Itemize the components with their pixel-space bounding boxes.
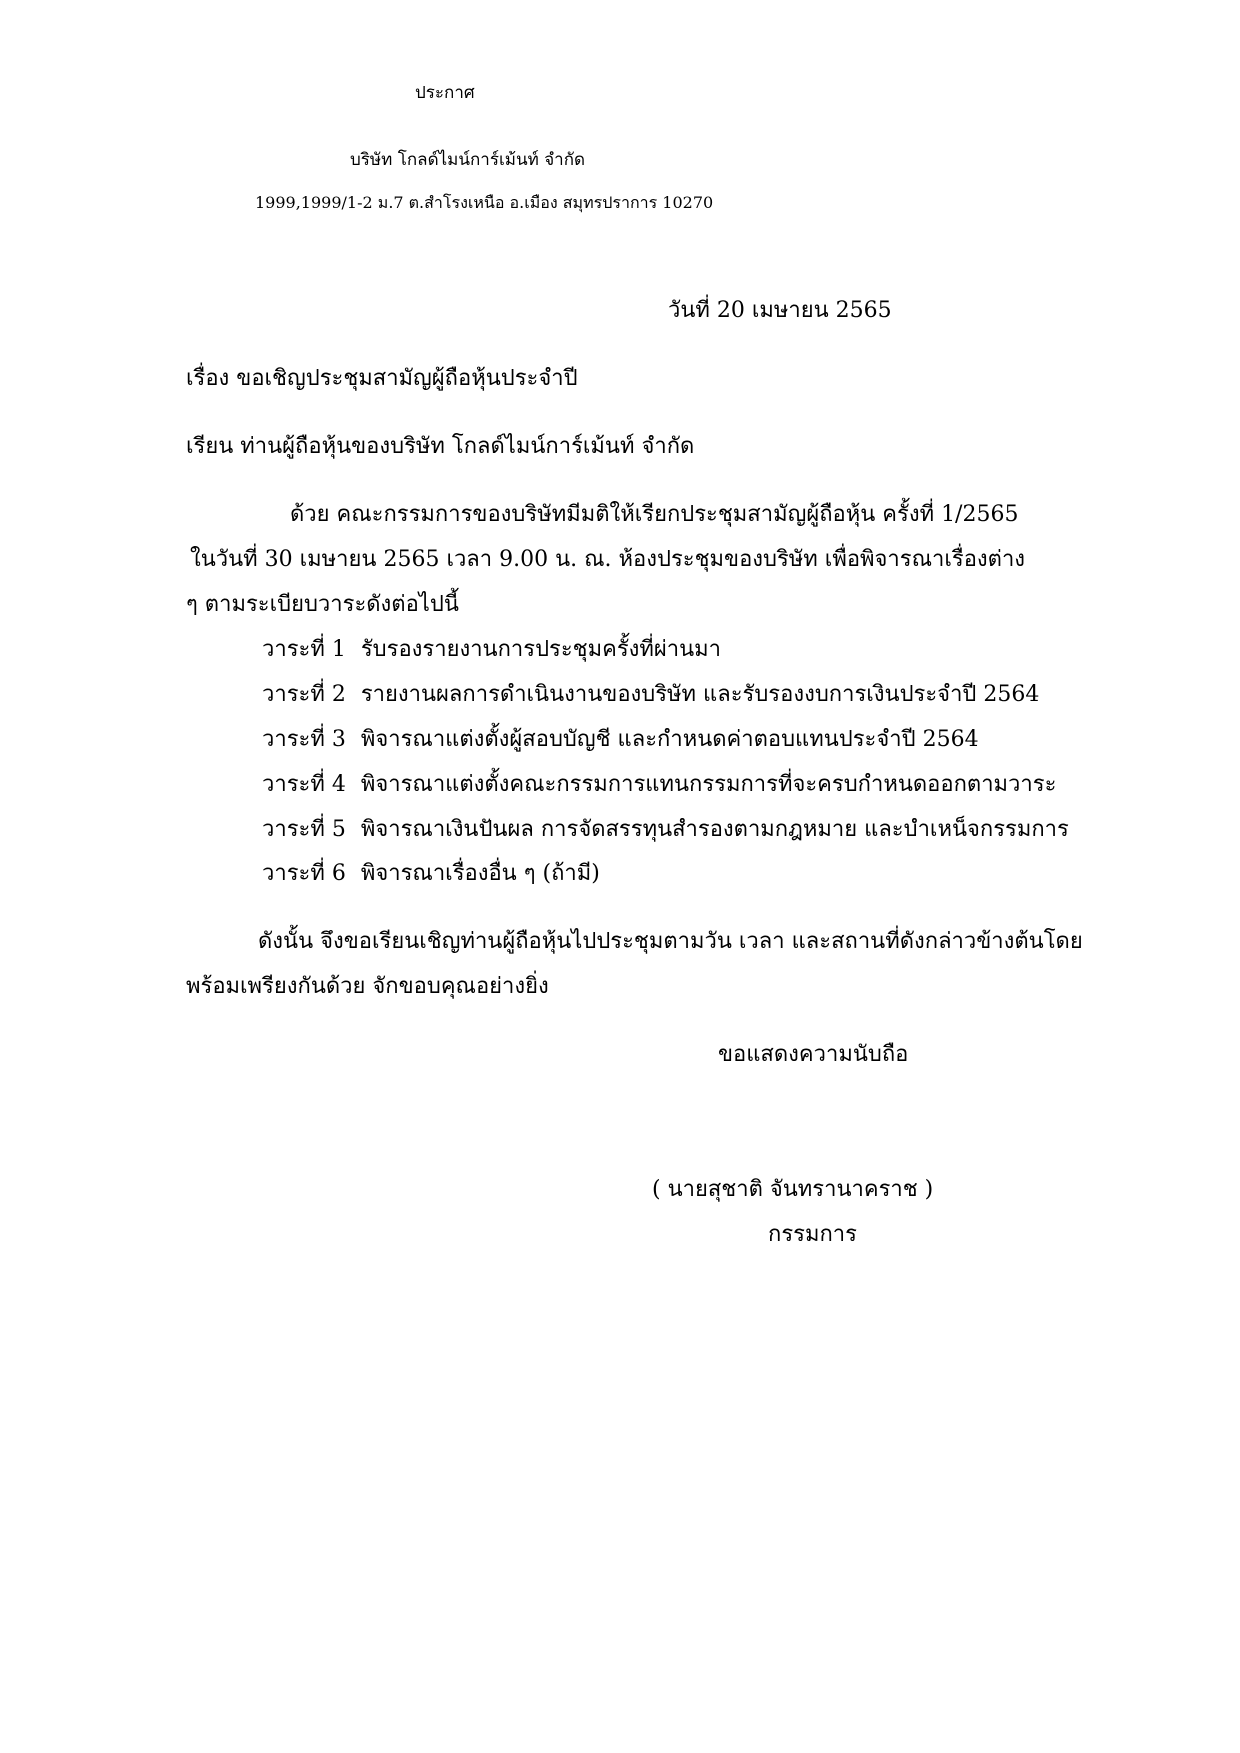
agenda-item: [262, 815, 1069, 845]
intro-line-3: ๆ ตามระเบียบวาระดังต่อไปนี้: [186, 592, 459, 617]
closing-line-2: พร้อมเพรียงกันด้วย จักขอบคุณอย่างยิ่ง: [186, 974, 549, 999]
letter-date: วันที่ 20 เมษายน 2565: [668, 298, 892, 323]
company-name: บริษัท โกลด์ไมน์การ์เม้นท์ จำกัด: [350, 150, 586, 170]
signer-name: ( นายสุชาติ จันทรานาคราช ): [652, 1177, 934, 1202]
closing-line-1: ดังนั้น จึงขอเรียนเชิญท่านผู้ถือหุ้นไปประชุมตามวัน เวลา และสถานที่ดังกล่าวข้างต้นโดย: [258, 929, 1083, 954]
agenda-text: รับรองรายงานการประชุมครั้งที่ผ่านมา: [360, 637, 722, 662]
agenda-item: [262, 635, 721, 665]
agenda-number: วาระที่ 1: [262, 637, 346, 662]
agenda-item: [262, 770, 1056, 800]
letter-recipient: เรียน ท่านผู้ถือหุ้นของบริษัท โกลด์ไมน์การ์เม้นท์ จำกัด: [186, 434, 695, 459]
agenda-item: [262, 859, 600, 889]
regards-line: ขอแสดงความนับถือ: [718, 1042, 909, 1067]
agenda-text: พิจารณาเรื่องอื่น ๆ (ถ้ามี): [360, 861, 600, 886]
agenda-number: วาระที่ 3: [262, 727, 346, 752]
agenda-text: พิจารณาเงินปันผล การจัดสรรทุนสำรองตามกฎหมาย และบำเหน็จกรรมการ: [360, 817, 1069, 842]
intro-line-1: ด้วย คณะกรรมการของบริษัทมีมติให้เรียกประชุมสามัญผู้ถือหุ้น ครั้งที่ 1/2565: [290, 502, 1019, 527]
intro-line-2: ในวันที่ 30 เมษายน 2565 เวลา 9.00 น. ณ. ห้องประชุมของบริษัท เพื่อพิจารณาเรื่องต่าง: [190, 547, 1026, 572]
agenda-number: วาระที่ 5: [262, 817, 346, 842]
agenda-text: พิจารณาแต่งตั้งคณะกรรมการแทนกรรมการที่จะครบกำหนดออกตามวาระ: [360, 772, 1057, 797]
agenda-text: พิจารณาแต่งตั้งผู้สอบบัญชี และกำหนดค่าตอบแทนประจำปี 2564: [360, 727, 979, 752]
signer-title: กรรมการ: [768, 1222, 857, 1247]
agenda-number: วาระที่ 6: [262, 861, 346, 886]
agenda-item: [262, 725, 979, 755]
letter-subject: เรื่อง ขอเชิญประชุมสามัญผู้ถือหุ้นประจำปี: [186, 366, 578, 391]
announcement-heading: ประกาศ: [415, 83, 475, 103]
company-address: 1999,1999/1-2 ม.7 ต.สำโรงเหนือ อ.เมือง สมุทรปราการ 10270: [255, 193, 714, 212]
agenda-number: วาระที่ 2: [262, 682, 346, 707]
agenda-number: วาระที่ 4: [262, 772, 346, 797]
agenda-item: [262, 680, 1039, 710]
agenda-text: รายงานผลการดำเนินงานของบริษัท และรับรองงบการเงินประจำปี 2564: [360, 682, 1040, 707]
